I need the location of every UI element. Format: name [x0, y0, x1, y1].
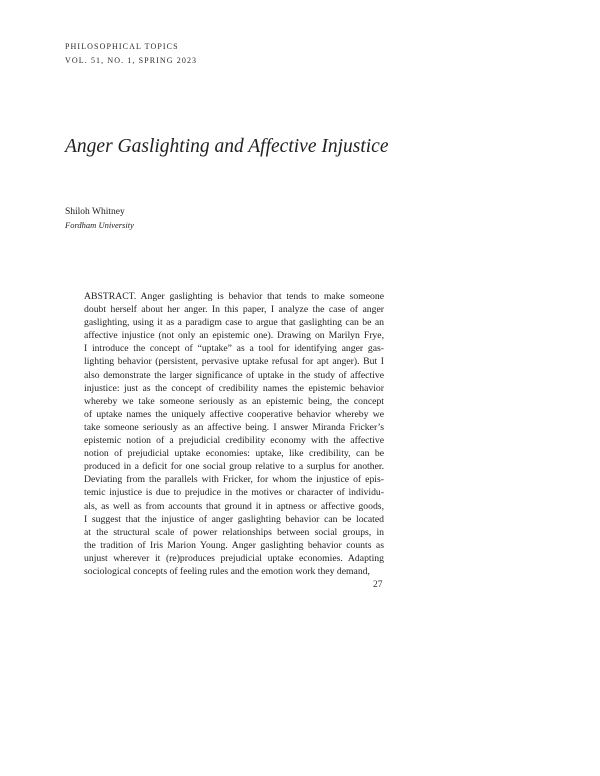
abstract-line: notion of prejudicial uptake economies: uptake, like credibility, can be	[84, 448, 384, 460]
abstract-line: the tradition of Iris Marion Young. Anger gaslighting behavior counts as	[84, 539, 384, 551]
abstract-line: lighting behavior (persistent, pervasive uptake refusal for apt anger). But I	[84, 356, 384, 368]
abstract-line: gaslighting, using it as a paradigm case to argue that gaslighting can be an	[84, 317, 384, 329]
abstract-line: ABSTRACT. Anger gaslighting is behavior that tends to make someone	[84, 291, 384, 302]
abstract-line: epistemic notion of a prejudicial credibility economy with the affective	[84, 435, 384, 447]
abstract-line: take someone seriously as an affective being. I answer Miranda Fricker’s	[84, 421, 384, 433]
journal-header	[65, 40, 197, 68]
abstract-line: produced in a deficit for one social group relative to a surplus for another.	[84, 461, 384, 473]
abstract-line: unjust wherever it (re)produces prejudicial uptake economies. Adapting	[84, 552, 384, 564]
article-title: Anger Gaslighting and Affective Injustice	[65, 136, 389, 157]
page-number: 27	[373, 580, 383, 590]
abstract-line: I suggest that the injustice of anger gaslighting behavior can be located	[84, 513, 384, 525]
abstract-line: temic injustice is due to prejudice in the motives or character of individu-	[84, 487, 384, 499]
journal-volume: VOL. 51, NO. 1, SPRING 2023	[65, 56, 198, 65]
abstract-line: injustice: just as the concept of credibility names the epistemic behavior	[84, 382, 384, 394]
author-block	[65, 206, 134, 232]
abstract-line: also demonstrate the larger significance of uptake in the study of affective	[84, 369, 384, 381]
abstract-line: Deviating from the parallels with Fricker, for whom the injustice of epis-	[84, 474, 384, 486]
abstract-line: doubt herself about her anger. In this paper, I analyze the case of anger	[84, 304, 384, 316]
abstract-line: als, as well as from accounts that ground it in aptness or affective goods,	[84, 500, 384, 512]
abstract-line: of uptake names the uniquely affective cooperative behavior whereby we	[84, 408, 384, 420]
abstract-line: I introduce the concept of “uptake” as a tool for identifying anger gas-	[84, 343, 384, 355]
abstract	[84, 290, 384, 578]
abstract-line: at the structural scale of power relationships between social groups, in	[84, 526, 384, 538]
abstract-line: sociological concepts of feeling rules and the emotion work they demand,	[84, 565, 370, 577]
author-affiliation: Fordham University	[65, 220, 134, 230]
abstract-line: affective injustice (not only an epistemic one). Drawing on Marilyn Frye,	[84, 330, 384, 342]
abstract-line: whereby we take someone seriously as an epistemic being, the concept	[84, 395, 384, 407]
author-name: Shiloh Whitney	[65, 207, 125, 217]
journal-name: PHILOSOPHICAL TOPICS	[65, 42, 179, 51]
